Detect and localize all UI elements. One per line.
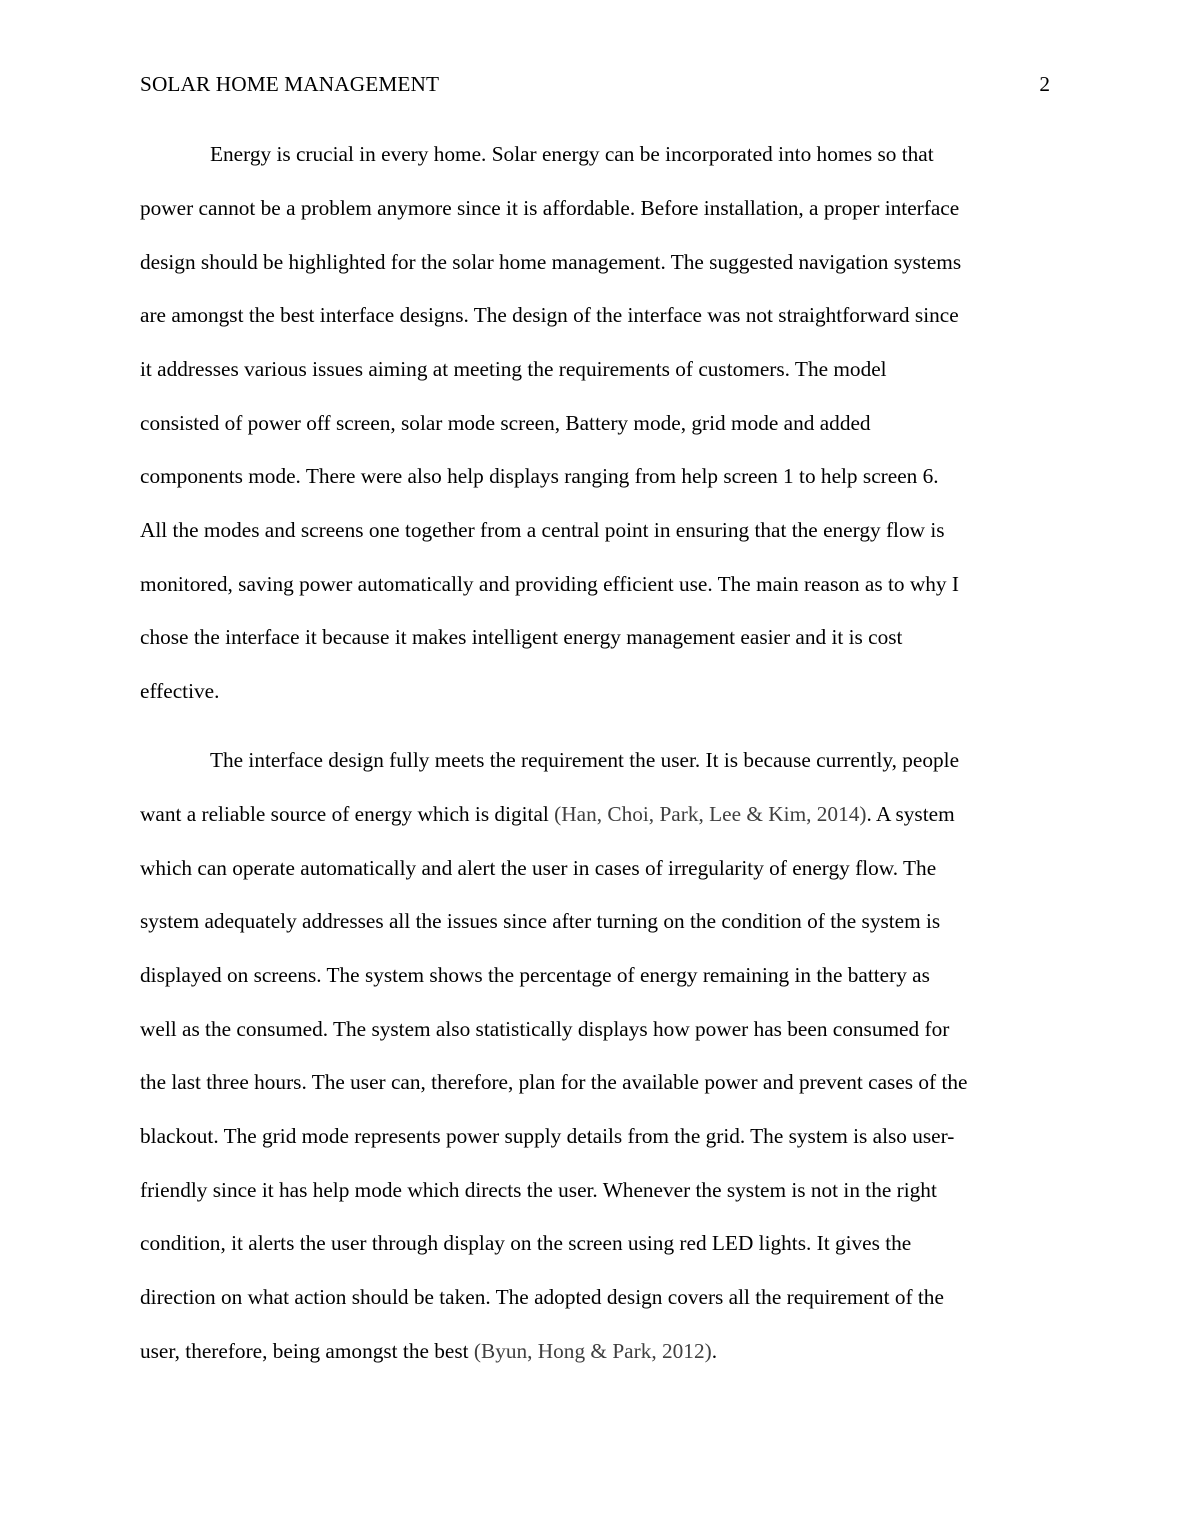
- paragraph-line: design should be highlighted for the solar home management. The suggested navigation systems: [140, 250, 962, 274]
- page-number: 2: [1039, 72, 1050, 96]
- text-run: user, therefore, being amongst the best: [140, 1339, 474, 1363]
- paragraph-line: consisted of power off screen, solar mode screen, Battery mode, grid mode and added: [140, 411, 871, 435]
- paragraph-line: All the modes and screens one together from a central point in ensuring that the energy flow is: [140, 518, 945, 542]
- paragraph-line: displayed on screens. The system shows the percentage of energy remaining in the battery as: [140, 963, 930, 987]
- paragraph-line: [140, 801, 955, 827]
- paragraph-line: it addresses various issues aiming at meeting the requirements of customers. The model: [140, 357, 887, 381]
- paragraph-line: The interface design fully meets the requirement the user. It is because currently, people: [210, 748, 960, 772]
- citation: (Han, Choi, Park, Lee & Kim, 2014): [554, 802, 867, 826]
- paragraph-line: which can operate automatically and alert the user in cases of irregularity of energy flow. The: [140, 856, 937, 880]
- paragraph-line: monitored, saving power automatically and providing efficient use. The main reason as to why I: [140, 572, 959, 596]
- paragraph-line: Energy is crucial in every home. Solar energy can be incorporated into homes so that: [210, 142, 934, 166]
- text-run: want a reliable source of energy which is digital: [140, 802, 555, 826]
- paragraph-line: effective.: [140, 679, 220, 703]
- paragraph-line: well as the consumed. The system also statistically displays how power has been consumed for: [140, 1017, 950, 1041]
- paragraph-line: friendly since it has help mode which directs the user. Whenever the system is not in the right: [140, 1178, 937, 1202]
- paragraph-line: condition, it alerts the user through display on the screen using red LED lights. It gives the: [140, 1231, 912, 1255]
- paragraph-line: chose the interface it because it makes intelligent energy management easier and it is cost: [140, 625, 903, 649]
- paragraph-line: system adequately addresses all the issues since after turning on the condition of the system is: [140, 909, 941, 933]
- paragraph-line: power cannot be a problem anymore since it is affordable. Before installation, a proper interface: [140, 196, 960, 220]
- paragraph-line: the last three hours. The user can, therefore, plan for the available power and prevent cases of the: [140, 1070, 968, 1094]
- paragraph-line: direction on what action should be taken. The adopted design covers all the requirement of the: [140, 1285, 944, 1309]
- citation: (Byun, Hong & Park, 2012): [473, 1339, 712, 1363]
- running-head: SOLAR HOME MANAGEMENT: [140, 72, 440, 96]
- text-run: . A system: [866, 802, 955, 826]
- paragraph-line: components mode. There were also help displays ranging from help screen 1 to help screen 6.: [140, 464, 939, 488]
- paragraph-line: blackout. The grid mode represents power supply details from the grid. The system is also user-: [140, 1124, 955, 1148]
- paragraph-line: [140, 1338, 717, 1364]
- paragraph-line: are amongst the best interface designs. The design of the interface was not straightforward since: [140, 303, 959, 327]
- text-run: .: [711, 1339, 718, 1363]
